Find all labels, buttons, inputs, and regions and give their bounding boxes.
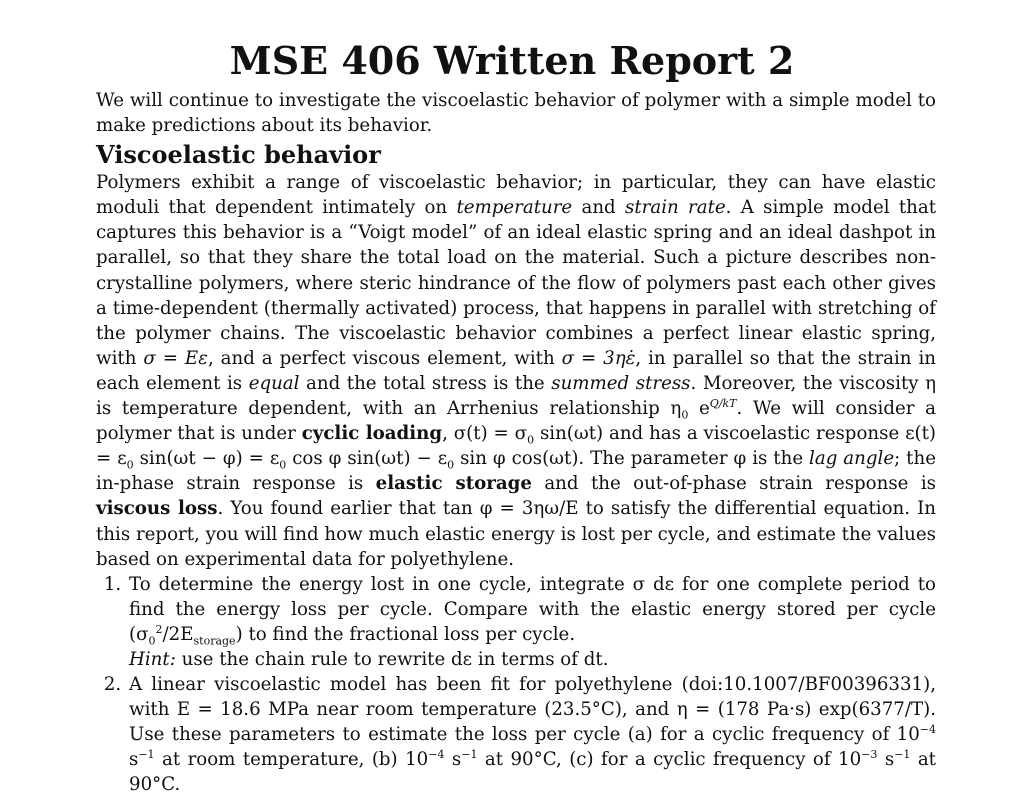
task-list bbox=[96, 572, 936, 798]
superscript: −3 bbox=[861, 748, 878, 762]
arrhenius-exponent: Q/kT bbox=[709, 396, 737, 410]
bold-viscous-loss: viscous loss bbox=[96, 498, 218, 520]
text-run: at 90°C, (c) for a cyclic frequency of 10 bbox=[477, 749, 862, 771]
emphasis-strain-rate: strain rate bbox=[625, 197, 726, 219]
emphasis-temperature: temperature bbox=[456, 197, 573, 219]
emphasis-lag-angle: lag angle bbox=[809, 448, 895, 470]
text-run: ; the in-phase strain response is bbox=[96, 448, 936, 495]
hint-text: use the chain rule to rewrite dε in terms of dt. bbox=[175, 648, 609, 670]
bold-elastic-storage: elastic storage bbox=[375, 473, 532, 495]
superscript: −1 bbox=[894, 748, 911, 762]
text-run: A linear viscoelastic model has been fit for polyethylene (doi:10.1007/BF00396331), with E = 18.6 MPa near room temperature (23.5°C), and η = (178 Pa·s) exp(6377/T). Use these parameters to estimate the loss per cycle (a) for a cyclic frequency of 10 bbox=[129, 674, 936, 746]
viscoelastic-paragraph bbox=[96, 170, 936, 572]
text-run: and bbox=[572, 197, 626, 219]
superscript: 2 bbox=[155, 622, 163, 636]
text-run: Polymers exhibit a range of viscoelastic behavior; in particular, they can have elastic moduli that dependent intimately on bbox=[96, 172, 936, 219]
text-run: . A simple model that captures this behavior is a “Voigt model” of an ideal elastic spring and an ideal dashpot in parallel, so that they share the total load on the material. Such a picture describes non-crystalline polymers, where steric hindrance of the flow of polymers past each other gives a time-dependent (thermally activated) process, that happens in parallel with stretching of the polymer chains. The viscoelastic behavior combines a perfect linear elastic spring, with bbox=[96, 197, 937, 369]
viscous-equation: σ = 3ηε̇ bbox=[561, 347, 636, 369]
emphasis-equal: equal bbox=[248, 372, 300, 394]
text-run: sin(ωt − φ) = ε bbox=[133, 448, 280, 470]
subscript: 0 bbox=[126, 458, 134, 472]
superscript: −4 bbox=[428, 748, 445, 762]
hint-label: Hint: bbox=[129, 648, 176, 670]
subscript: 0 bbox=[447, 458, 455, 472]
subscript: 0 bbox=[681, 408, 689, 422]
superscript: −1 bbox=[138, 748, 155, 762]
text-run: at 90°C. bbox=[129, 749, 936, 796]
text-run: s bbox=[877, 749, 895, 771]
emphasis-summed-stress: summed stress bbox=[551, 372, 691, 394]
report-body bbox=[96, 88, 936, 798]
list-item bbox=[127, 672, 936, 797]
page-title: MSE 406 Written Report 2 bbox=[229, 38, 795, 83]
text-run: sin(ωt) and has a viscoelastic response ε(t) = ε bbox=[96, 423, 936, 470]
text-run: and the out-of-phase strain response is bbox=[531, 473, 936, 495]
text-run: s bbox=[444, 749, 462, 771]
text-run: To determine the energy lost in one cycle, integrate σ dε for one complete period to find the energy loss per cycle. Compare with the elastic energy stored per cycle (σ bbox=[129, 573, 936, 645]
section-heading: Viscoelastic behavior bbox=[96, 140, 381, 170]
bold-cyclic-loading: cyclic loading bbox=[301, 423, 443, 445]
text-run: , in parallel so that the strain in each element is bbox=[96, 347, 936, 394]
text-run: . We will consider a polymer that is under bbox=[96, 398, 937, 445]
text-run: and the total stress is the bbox=[299, 372, 552, 394]
text-run: , and a perfect viscous element, with bbox=[207, 347, 562, 369]
text-run: s bbox=[129, 749, 139, 771]
subscript: 0 bbox=[148, 634, 156, 648]
superscript: −4 bbox=[919, 723, 936, 737]
text-run: . Moreover, the viscosity η is temperature dependent, with an Arrhenius relationship η bbox=[96, 372, 936, 420]
text-run: ) to find the fractional loss per cycle. bbox=[235, 623, 576, 645]
superscript: −1 bbox=[461, 748, 478, 762]
list-item bbox=[127, 572, 936, 672]
subscript: storage bbox=[193, 634, 236, 648]
text-run: e bbox=[688, 398, 710, 420]
intro-paragraph: We will continue to investigate the viscoelastic behavior of polymer with a simple model to make predictions about its behavior. bbox=[96, 90, 936, 137]
text-run: cos φ sin(ωt) − ε bbox=[286, 448, 448, 470]
spring-equation: σ = Eε bbox=[143, 347, 208, 369]
text-run: , σ(t) = σ bbox=[442, 423, 528, 445]
text-run: at room temperature, (b) 10 bbox=[154, 749, 429, 771]
text-run: /2E bbox=[162, 623, 194, 645]
text-run: . You found earlier that tan φ = 3ηω/E to satisfy the differential equation. In this report, you will find how much elastic energy is lost per cycle, and estimate the values based on experimental data for polyethylene. bbox=[96, 498, 936, 570]
subscript: 0 bbox=[527, 433, 535, 447]
subscript: 0 bbox=[279, 458, 287, 472]
text-run: sin φ cos(ωt). The parameter φ is the bbox=[454, 448, 810, 470]
